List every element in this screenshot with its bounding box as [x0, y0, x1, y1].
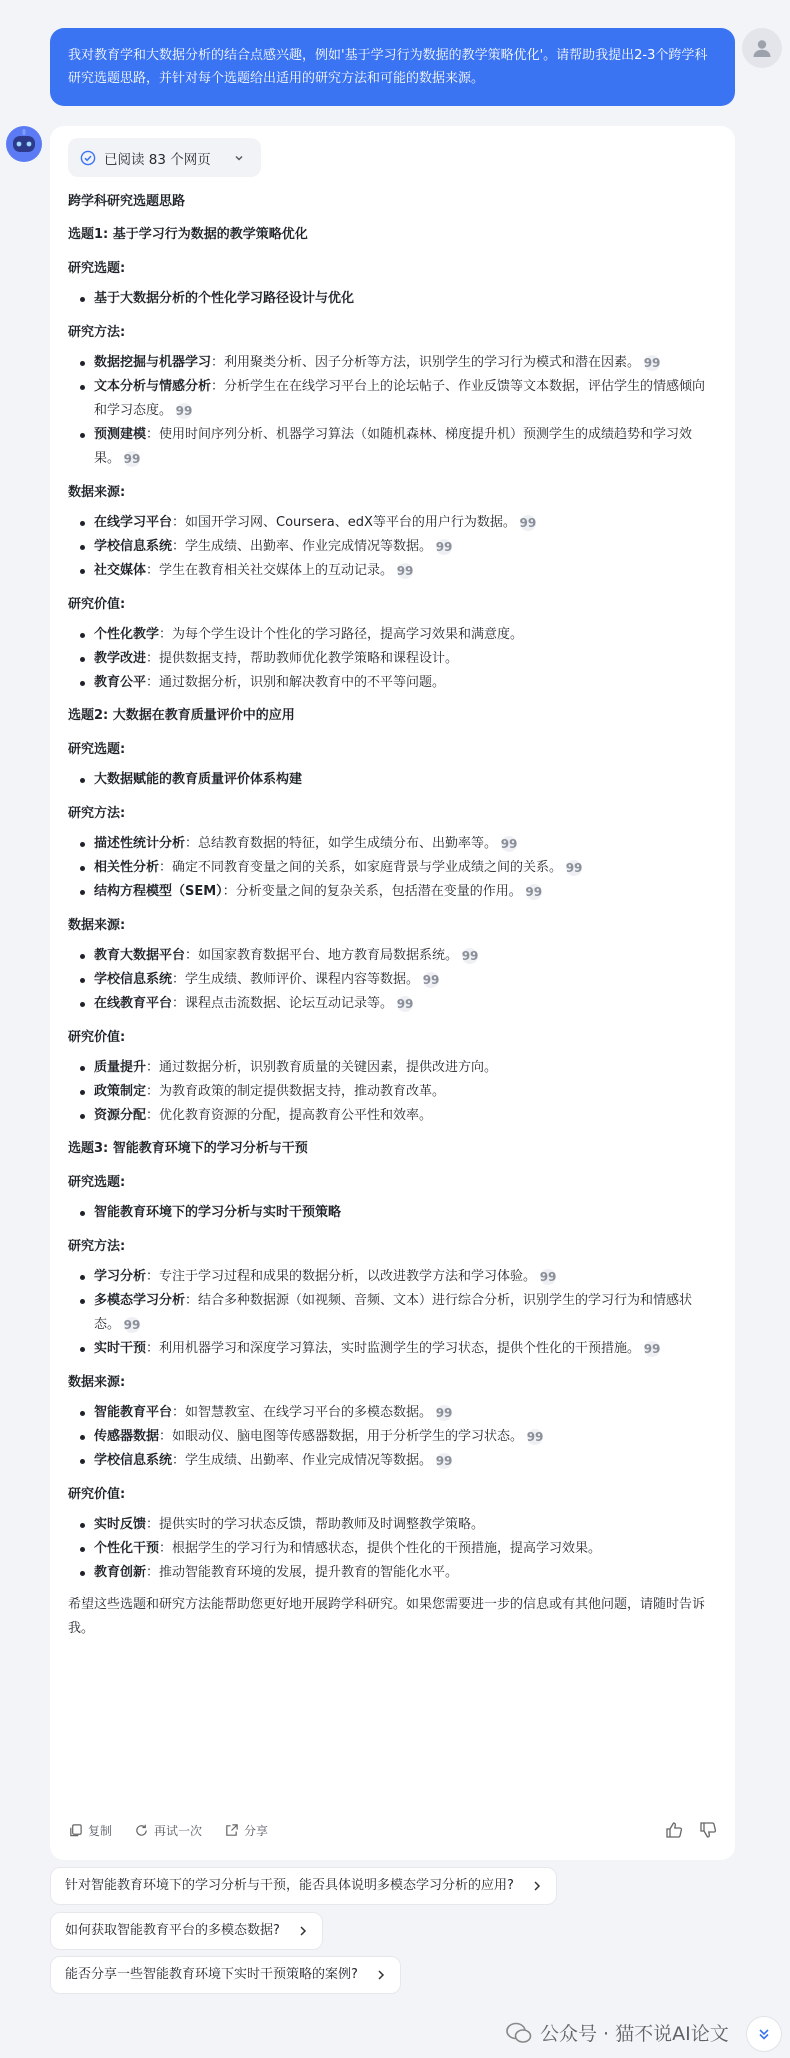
item-text: ：根据学生的学习行为和情感状态，提供个性化的干预措施，提高学习效果。	[159, 1541, 602, 1556]
list-item	[78, 423, 717, 471]
item-term: 教育公平	[94, 675, 147, 690]
item-text: ：如眼动仪、脑电图等传感器数据，用于分析学生的学习状态。	[159, 1429, 524, 1444]
item-text: ：学生成绩、出勤率、作业完成情况等数据。	[172, 539, 433, 554]
item-term: 结构方程模型（SEM）	[94, 884, 223, 899]
retry-button[interactable]	[134, 1822, 202, 1839]
list-item	[78, 1080, 717, 1104]
item-term: 相关性分析	[94, 860, 160, 875]
item-term: 数据挖掘与机器学习	[94, 355, 212, 370]
topic-title: 选题2: 大数据在教育质量评价中的应用	[68, 708, 295, 723]
chevron-right-icon	[532, 1880, 542, 1892]
list-item	[78, 623, 717, 647]
item-text: ：提供实时的学习状态反馈，帮助教师及时调整教学策略。	[146, 1517, 485, 1532]
section-label: 研究价值:	[68, 1030, 126, 1045]
list-item	[78, 375, 717, 423]
item-term: 学习分析	[94, 1269, 147, 1284]
section-label: 数据来源:	[68, 485, 126, 500]
list-item	[78, 647, 717, 671]
scroll-to-bottom-button[interactable]	[746, 2016, 782, 2052]
item-term: 大数据赋能的教育质量评价体系构建	[94, 772, 303, 787]
item-text: ：通过数据分析，识别和解决教育中的不平等问题。	[146, 675, 446, 690]
list-item	[78, 1425, 717, 1449]
item-text: ：学生成绩、教师评价、课程内容等数据。	[172, 972, 420, 987]
suggestion-chip-2[interactable]	[50, 1912, 323, 1950]
section-label: 研究选题:	[68, 1175, 126, 1190]
citation-quote-icon[interactable]: 99	[539, 1269, 557, 1284]
list-item	[78, 1337, 717, 1361]
suggestion-text: 如何获取智能教育平台的多模态数据?	[65, 1923, 280, 1938]
list-item	[78, 1265, 717, 1289]
watermark-text: 公众号 · 猫不说AI论文	[540, 2023, 729, 2045]
retry-label: 再试一次	[154, 1823, 203, 1838]
section-label: 研究方法:	[68, 1239, 126, 1254]
share-icon	[224, 1823, 239, 1838]
section-label: 研究选题:	[68, 742, 126, 757]
list-item	[78, 671, 717, 695]
item-term: 学校信息系统	[94, 1453, 173, 1468]
list-item	[78, 287, 717, 311]
section-label: 数据来源:	[68, 1375, 126, 1390]
closing-paragraph: 希望这些选题和研究方法能帮助您更好地开展跨学科研究。如果您需要进一步的信息或有其他问题，请随时告诉我。	[68, 1597, 706, 1636]
item-text: ：专注于学习过程和成果的数据分析，以改进教学方法和学习体验。	[146, 1269, 537, 1284]
bullet-list	[68, 287, 717, 311]
refresh-icon	[134, 1823, 149, 1838]
item-text: ：分析变量之间的复杂关系，包括潜在变量的作用。	[222, 884, 522, 899]
section-label: 研究方法:	[68, 325, 126, 340]
list-item	[78, 1401, 717, 1425]
topics-container	[68, 223, 717, 1585]
item-term: 多模态学习分析	[94, 1293, 186, 1308]
bullet-list	[68, 768, 717, 792]
read-pages-label: 已阅读 83 个网页	[104, 151, 211, 168]
list-item	[78, 832, 717, 856]
item-text: ：优化教育资源的分配，提高教育公平性和效率。	[146, 1108, 433, 1123]
item-term: 质量提升	[94, 1060, 147, 1075]
bullet-list	[68, 1401, 717, 1473]
bullet-list	[68, 832, 717, 904]
watermark	[506, 2019, 729, 2046]
item-term: 教育大数据平台	[94, 948, 186, 963]
chevron-right-icon	[298, 1925, 308, 1937]
list-item	[78, 856, 717, 880]
item-text: ：学生在教育相关社交媒体上的互动记录。	[146, 563, 394, 578]
list-item	[78, 1513, 717, 1537]
section-label: 研究价值:	[68, 1487, 126, 1502]
copy-icon	[68, 1823, 83, 1838]
message-actions	[68, 1816, 717, 1844]
item-text: ：分析学生在在线学习平台上的论坛帖子、作业反馈等文本数据，评估学生的情感倾向和学习态度。	[94, 379, 706, 418]
list-item	[78, 1289, 717, 1337]
item-term: 资源分配	[94, 1108, 147, 1123]
citation-quote-icon[interactable]: 99	[435, 1405, 453, 1420]
bullet-list	[68, 1201, 717, 1225]
item-text: ：总结教育数据的特征，如学生成绩分布、出勤率等。	[185, 836, 498, 851]
citation-quote-icon[interactable]: 99	[519, 515, 537, 530]
topic-title: 选题3: 智能教育环境下的学习分析与干预	[68, 1141, 308, 1156]
item-term: 社交媒体	[94, 563, 147, 578]
bullet-list	[68, 944, 717, 1016]
section-label: 数据来源:	[68, 918, 126, 933]
item-text: ：通过数据分析，识别教育质量的关键因素，提供改进方向。	[146, 1060, 498, 1075]
suggestion-text: 针对智能教育环境下的学习分析与干预，能否具体说明多模态学习分析的应用?	[65, 1878, 514, 1893]
chevron-down-icon	[233, 152, 245, 164]
item-text: ：为每个学生设计个性化的学习路径，提高学习效果和满意度。	[159, 627, 524, 642]
chevron-right-icon	[376, 1969, 386, 1981]
item-text: ：确定不同教育变量之间的关系，如家庭背景与学业成绩之间的关系。	[159, 860, 563, 875]
assistant-answer-card	[50, 126, 735, 1860]
bullet-list	[68, 511, 717, 583]
item-text: ：推动智能教育环境的发展，提升教育的智能化水平。	[146, 1565, 459, 1580]
thumbs-up-icon[interactable]	[665, 1821, 683, 1839]
citation-quote-icon[interactable]: 99	[643, 1341, 661, 1356]
item-term: 实时干预	[94, 1341, 147, 1356]
bullet-list	[68, 351, 717, 471]
citation-quote-icon[interactable]: 99	[500, 836, 518, 851]
item-text: ：课程点击流数据、论坛互动记录等。	[172, 996, 394, 1011]
list-item	[78, 1104, 717, 1128]
list-item	[78, 1561, 717, 1585]
share-label: 分享	[244, 1823, 269, 1838]
list-item	[78, 880, 717, 904]
copy-button[interactable]	[68, 1822, 112, 1839]
list-item	[78, 1449, 717, 1473]
citation-quote-icon[interactable]: 99	[123, 451, 141, 466]
section-label: 研究价值:	[68, 597, 126, 612]
list-item	[78, 968, 717, 992]
citation-quote-icon[interactable]: 99	[396, 563, 414, 578]
answer-content	[68, 190, 717, 1641]
assistant-avatar	[4, 124, 44, 164]
item-term: 个性化教学	[94, 627, 160, 642]
citation-quote-icon[interactable]: 99	[643, 355, 661, 370]
item-term: 描述性统计分析	[94, 836, 186, 851]
item-term: 预测建模	[94, 427, 147, 442]
check-circle-icon	[80, 150, 96, 166]
item-term: 政策制定	[94, 1084, 147, 1099]
bullet-list	[68, 1056, 717, 1128]
item-term: 学校信息系统	[94, 539, 173, 554]
bullet-list	[68, 1265, 717, 1361]
item-text: ：为教育政策的制定提供数据支持，推动教育改革。	[146, 1084, 446, 1099]
item-term: 基于大数据分析的个性化学习路径设计与优化	[94, 291, 355, 306]
item-text: ：利用聚类分析、因子分析等方法，识别学生的学习行为模式和潜在因素。	[211, 355, 641, 370]
share-button[interactable]	[224, 1822, 268, 1839]
citation-quote-icon[interactable]: 99	[422, 972, 440, 987]
citation-quote-icon[interactable]: 99	[396, 996, 414, 1011]
item-term: 传感器数据	[94, 1429, 160, 1444]
user-icon	[751, 37, 773, 59]
user-avatar	[742, 28, 782, 68]
bullet-list	[68, 1513, 717, 1585]
user-message-bubble: 我对教育学和大数据分析的结合点感兴趣，例如'基于学习行为数据的教学策略优化'。请帮助我提出2-3个跨学科研究选题思路，并针对每个选题给出适用的研究方法和可能的数据来源。	[50, 28, 735, 106]
item-term: 个性化干预	[94, 1541, 160, 1556]
citation-quote-icon[interactable]: 99	[435, 539, 453, 554]
list-item	[78, 768, 717, 792]
item-term: 在线教育平台	[94, 996, 173, 1011]
item-term: 在线学习平台	[94, 515, 173, 530]
list-item	[78, 944, 717, 968]
robot-icon	[4, 124, 44, 164]
suggestion-text: 能否分享一些智能教育环境下实时干预策略的案例?	[65, 1967, 358, 1982]
thumbs-down-icon[interactable]	[699, 1821, 717, 1839]
read-pages-toggle[interactable]	[68, 138, 261, 177]
citation-quote-icon[interactable]: 99	[435, 1453, 453, 1468]
list-item	[78, 351, 717, 375]
citation-quote-icon[interactable]: 99	[123, 1317, 141, 1332]
item-text: ：如国开学习网、Coursera、edX等平台的用户行为数据。	[172, 515, 516, 530]
item-text: ：使用时间序列分析、机器学习算法（如随机森林、梯度提升机）预测学生的成绩趋势和学习效果。	[94, 427, 693, 466]
item-text: ：提供数据支持，帮助教师优化教学策略和课程设计。	[146, 651, 459, 666]
copy-label: 复制	[88, 1823, 113, 1838]
suggestion-chip-1[interactable]	[50, 1867, 557, 1905]
item-term: 智能教育平台	[94, 1405, 173, 1420]
citation-quote-icon[interactable]: 99	[461, 948, 479, 963]
item-term: 智能教育环境下的学习分析与实时干预策略	[94, 1205, 342, 1220]
bullet-list	[68, 623, 717, 695]
suggestion-chip-3[interactable]	[50, 1956, 401, 1994]
list-item	[78, 559, 717, 583]
citation-quote-icon[interactable]: 99	[525, 884, 543, 899]
item-term: 教育创新	[94, 1565, 147, 1580]
list-item	[78, 511, 717, 535]
item-text: ：如国家教育数据平台、地方教育局数据系统。	[185, 948, 459, 963]
citation-quote-icon[interactable]: 99	[565, 860, 583, 875]
citation-quote-icon[interactable]: 99	[175, 403, 193, 418]
list-item	[78, 1537, 717, 1561]
answer-main-title: 跨学科研究选题思路	[68, 194, 186, 209]
item-term: 教学改进	[94, 651, 147, 666]
citation-quote-icon[interactable]: 99	[526, 1429, 544, 1444]
list-item	[78, 1056, 717, 1080]
topic-title: 选题1: 基于学习行为数据的教学策略优化	[68, 227, 308, 242]
item-text: ：利用机器学习和深度学习算法，实时监测学生的学习状态，提供个性化的干预措施。	[146, 1341, 641, 1356]
list-item	[78, 1201, 717, 1225]
item-text: ：学生成绩、出勤率、作业完成情况等数据。	[172, 1453, 433, 1468]
double-chevron-down-icon	[756, 2026, 772, 2042]
section-label: 研究选题:	[68, 261, 126, 276]
item-term: 学校信息系统	[94, 972, 173, 987]
item-text: ：如智慧教室、在线学习平台的多模态数据。	[172, 1405, 433, 1420]
list-item	[78, 992, 717, 1016]
item-term: 实时反馈	[94, 1517, 147, 1532]
wechat-icon	[506, 2022, 532, 2044]
item-text: ：结合多种数据源（如视频、音频、文本）进行综合分析，识别学生的学习行为和情感状态。	[94, 1293, 693, 1332]
item-term: 文本分析与情感分析	[94, 379, 212, 394]
section-label: 研究方法:	[68, 806, 126, 821]
list-item	[78, 535, 717, 559]
